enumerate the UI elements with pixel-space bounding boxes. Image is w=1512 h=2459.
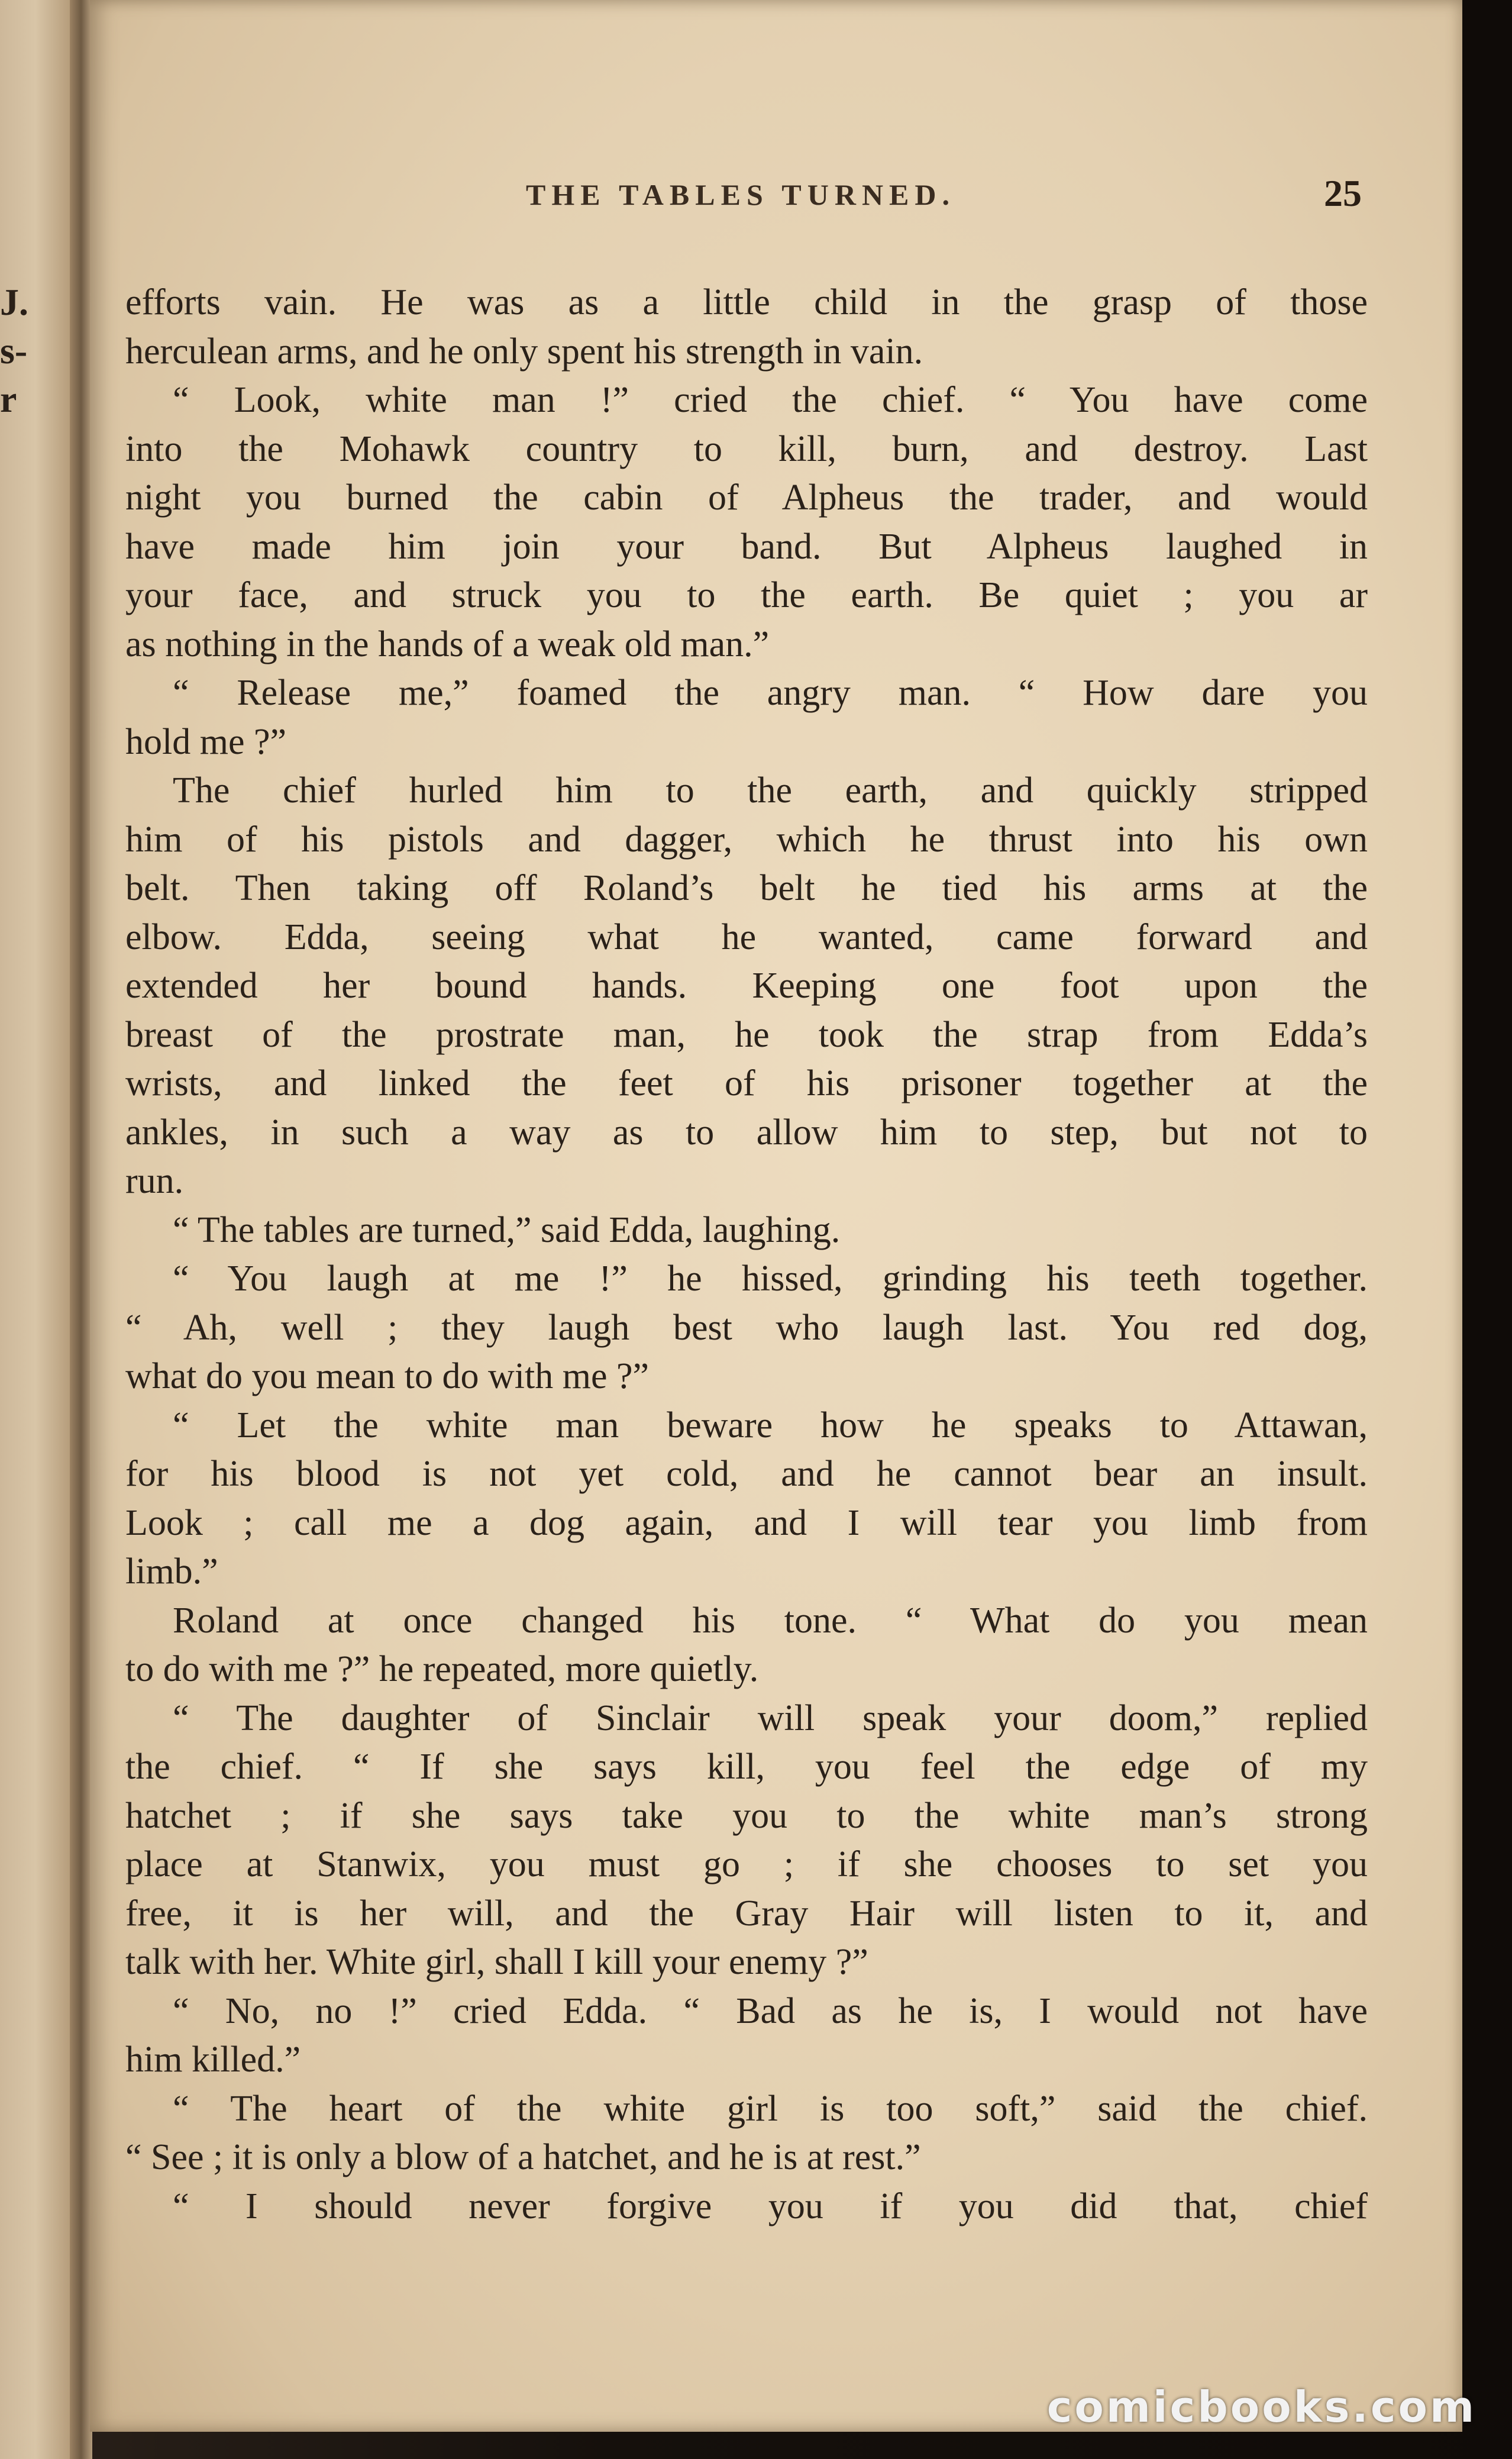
text-line: hold me ?” [125, 721, 287, 762]
text-line: Roland at once changed his tone. “ What do you mean [173, 1600, 1368, 1641]
fragment-1: J. [0, 281, 28, 323]
text-line: talk with her. White girl, shall I kill your enemy ?” [125, 1942, 868, 1982]
page-header [125, 172, 1362, 231]
text-line: “ Look, white man !” cried the chief. “ You have come [173, 380, 1368, 420]
text-line: elbow. Edda, seeing what he wanted, came forward and [125, 917, 1368, 957]
book-spine [70, 0, 92, 2459]
text-line: your face, and struck you to the earth. Be quiet ; you ar [125, 575, 1368, 615]
text-line: have made him join your band. But Alpheus laughed in [125, 526, 1368, 567]
text-line: “ I should never forgive you if you did that, chief [173, 2186, 1368, 2226]
text-line: limb.” [125, 1551, 218, 1592]
text-line: “ The heart of the white girl is too soft,” said the chief. [173, 2088, 1368, 2129]
text-line: the chief. “ If she says kill, you feel the edge of my [125, 1747, 1368, 1787]
text-line: night you burned the cabin of Alpheus the trader, and would [125, 477, 1368, 518]
text-line: into the Mohawk country to kill, burn, and destroy. Last [125, 428, 1368, 469]
text-line: efforts vain. He was as a little child in the grasp of those [125, 282, 1368, 322]
text-line: hatchet ; if she says take you to the white man’s strong [125, 1795, 1368, 1836]
text-line: herculean arms, and he only spent his strength in vain. [125, 331, 923, 372]
text-line: “ Let the white man beware how he speaks to Attawan, [173, 1405, 1368, 1445]
text-line: to do with me ?” he repeated, more quietly. [125, 1649, 759, 1689]
text-line: place at Stanwix, you must go ; if she chooses to set you [125, 1844, 1368, 1884]
text-line: belt. Then taking off Roland’s belt he tied his arms at the [125, 868, 1368, 908]
fragment-2: s- [0, 330, 28, 372]
text-line: extended her bound hands. Keeping one foot upon the [125, 966, 1368, 1006]
text-line: free, it is her will, and the Gray Hair will listen to it, and [125, 1893, 1368, 1934]
text-line: “ Ah, well ; they laugh best who laugh last. You red dog, [125, 1307, 1368, 1348]
text-line: “ The daughter of Sinclair will speak your doom,” replied [173, 1698, 1368, 1738]
fragment-3: r [0, 378, 17, 420]
text-line: what do you mean to do with me ?” [125, 1356, 650, 1396]
text-line: as nothing in the hands of a weak old man.” [125, 624, 770, 664]
text-line: run. [125, 1161, 184, 1201]
book-page [90, 0, 1462, 2432]
text-line: “ The tables are turned,” said Edda, laughing. [173, 1209, 841, 1250]
text-line: “ You laugh at me !” he hissed, grinding his teeth together. [173, 1258, 1368, 1299]
page-number: 25 [1324, 172, 1362, 214]
text-line: “ No, no !” cried Edda. “ Bad as he is, I would not have [173, 1990, 1368, 2031]
text-line: wrists, and linked the feet of his prisoner together at the [125, 1063, 1368, 1103]
text-line: breast of the prostrate man, he took the strap from Edda’s [125, 1014, 1368, 1055]
watermark: comicbooks.com [1046, 2382, 1477, 2432]
text-line: for his blood is not yet cold, and he cannot bear an insult. [125, 1454, 1368, 1494]
text-line: Look ; call me a dog again, and I will tear you limb from [125, 1502, 1368, 1543]
facing-page-fragments [0, 278, 35, 424]
text-line: ankles, in such a way as to allow him to step, but not to [125, 1112, 1368, 1153]
text-line: “ See ; it is only a blow of a hatchet, and he is at rest.” [125, 2137, 921, 2177]
text-line: him killed.” [125, 2040, 301, 2080]
text-line: “ Release me,” foamed the angry man. “ How dare you [173, 673, 1368, 713]
text-line: The chief hurled him to the earth, and quickly stripped [173, 770, 1368, 811]
running-title: THE TABLES TURNED. [525, 178, 956, 211]
text-line: him of his pistols and dagger, which he thrust into his own [125, 819, 1368, 860]
body-text [125, 278, 1368, 2231]
